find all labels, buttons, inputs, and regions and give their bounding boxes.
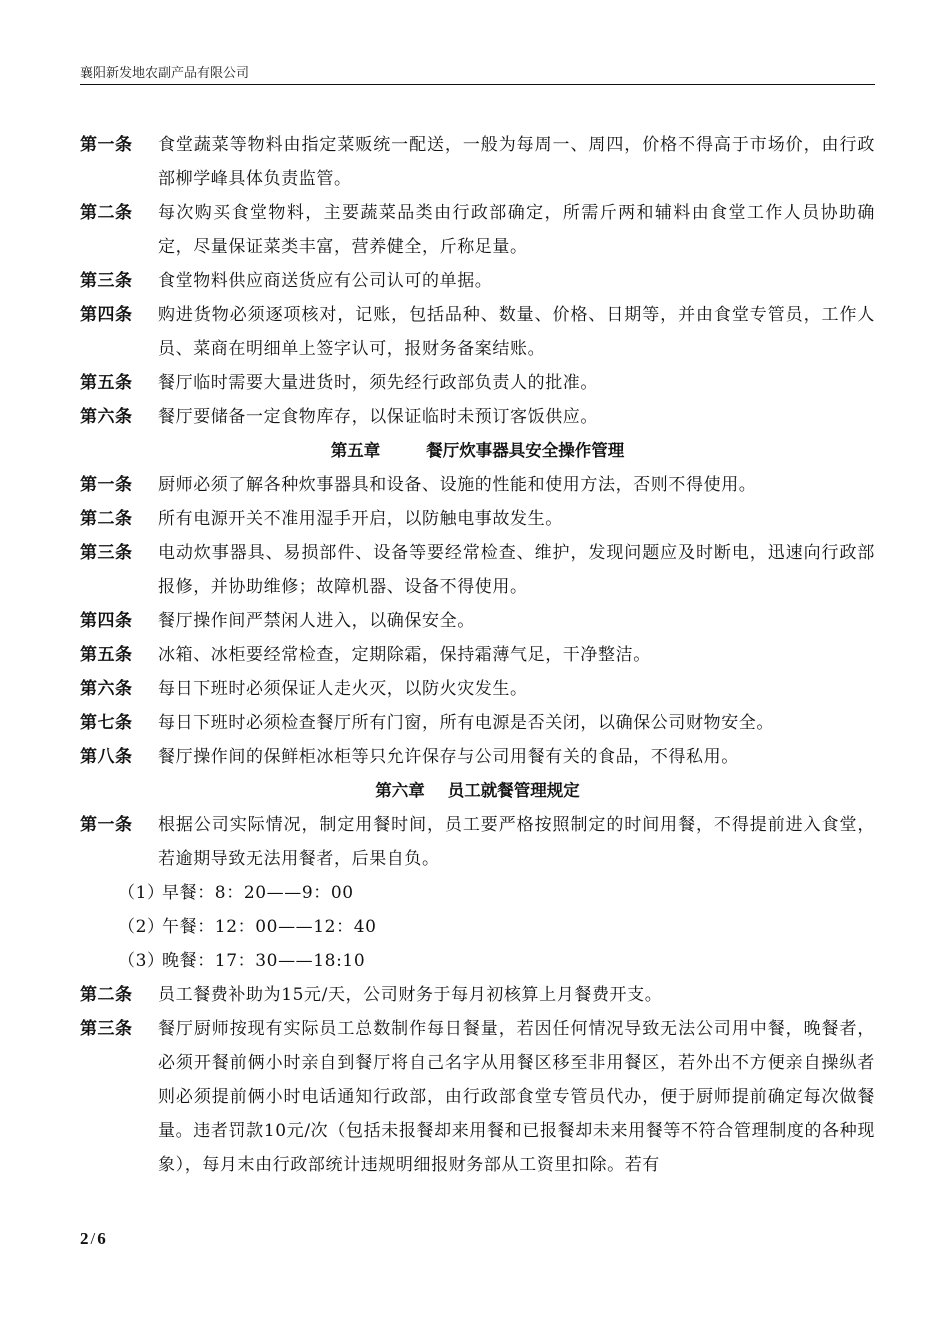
article-item xyxy=(80,978,875,1012)
page-total: 6 xyxy=(97,1229,106,1248)
article-number: 第五条 xyxy=(80,373,133,393)
article-item xyxy=(80,808,875,876)
document-body xyxy=(80,128,875,1182)
article-text: 餐厅操作间严禁闲人进入，以确保安全。 xyxy=(158,611,475,631)
meal-item-text: 晚餐：17：30——18:10 xyxy=(162,951,366,971)
article-number: 第六条 xyxy=(80,679,133,699)
article-text: 所有电源开关不准用湿手开启，以防触电事故发生。 xyxy=(158,509,563,529)
meal-time-item xyxy=(80,910,875,944)
meal-item-text: 早餐：8：20——9：00 xyxy=(162,883,354,903)
article-number: 第二条 xyxy=(80,509,133,529)
article-text: 每次购买食堂物料，主要蔬菜品类由行政部确定，所需斤两和辅料由食堂工作人员协助确定，尽量保证菜类丰富，营养健全，斤称足量。 xyxy=(158,203,875,257)
page-number xyxy=(80,1229,106,1249)
article-number: 第三条 xyxy=(80,271,133,291)
article-item xyxy=(80,502,875,536)
article-text: 厨师必须了解各种炊事器具和设备、设施的性能和使用方法，否则不得使用。 xyxy=(158,475,757,495)
article-item xyxy=(80,740,875,774)
article-number: 第三条 xyxy=(80,1019,133,1039)
article-number: 第六条 xyxy=(80,407,133,427)
article-number: 第五条 xyxy=(80,645,133,665)
article-number: 第二条 xyxy=(80,203,133,223)
article-number: 第四条 xyxy=(80,305,133,325)
article-item xyxy=(80,536,875,604)
page-current: 2 xyxy=(80,1229,89,1248)
article-item xyxy=(80,638,875,672)
header-divider xyxy=(80,84,875,85)
meal-time-item xyxy=(80,944,875,978)
article-item xyxy=(80,1012,875,1182)
article-number: 第一条 xyxy=(80,815,133,835)
meal-item-number: （3） xyxy=(118,951,165,971)
article-text: 餐厅厨师按现有实际员工总数制作每日餐量，若因任何情况导致无法公司用中餐，晚餐者，必须开餐前俩小时亲自到餐厅将自己名字从用餐区移至非用餐区，若外出不方便亲自操纵者则必须提前俩小时电话通知行政部，由行政部食堂专管员代办，便于厨师提前确定每次做餐量。违者罚款10元/次（包括未报餐却来用餐和已报餐却未来用餐等不符合管理制度的各种现象），每月末由行政部统计违规明细报财务部从工资里扣除。若有 xyxy=(158,1019,875,1175)
page-separator: / xyxy=(90,1229,96,1248)
article-text: 餐厅操作间的保鲜柜冰柜等只允许保存与公司用餐有关的食品，不得私用。 xyxy=(158,747,739,767)
article-item xyxy=(80,604,875,638)
meal-item-number: （1） xyxy=(118,883,165,903)
article-text: 购进货物必须逐项核对，记账，包括品种、数量、价格、日期等，并由食堂专管员，工作人员、菜商在明细单上签字认可，报财务备案结账。 xyxy=(158,305,875,359)
article-number: 第七条 xyxy=(80,713,133,733)
article-text: 每日下班时必须保证人走火灭，以防火灾发生。 xyxy=(158,679,528,699)
meal-item-text: 午餐：12：00——12：40 xyxy=(162,917,377,937)
article-item xyxy=(80,468,875,502)
article-item xyxy=(80,672,875,706)
article-item xyxy=(80,400,875,434)
article-item xyxy=(80,196,875,264)
meal-item-number: （2） xyxy=(118,917,165,937)
chapter-heading: 第六章 员工就餐管理规定 xyxy=(375,781,580,800)
article-number: 第一条 xyxy=(80,135,133,155)
article-text: 冰箱、冰柜要经常检查，定期除霜，保持霜薄气足，干净整洁。 xyxy=(158,645,651,665)
page-header-company: 襄阳新发地农副产品有限公司 xyxy=(80,66,250,81)
article-number: 第八条 xyxy=(80,747,133,767)
article-item xyxy=(80,366,875,400)
article-number: 第四条 xyxy=(80,611,133,631)
article-text: 食堂物料供应商送货应有公司认可的单据。 xyxy=(158,271,493,291)
article-text: 餐厅要储备一定食物库存，以保证临时未预订客饭供应。 xyxy=(158,407,598,427)
article-item xyxy=(80,128,875,196)
article-item xyxy=(80,264,875,298)
article-text: 餐厅临时需要大量进货时，须先经行政部负责人的批准。 xyxy=(158,373,598,393)
article-number: 第二条 xyxy=(80,985,133,1005)
article-text: 员工餐费补助为15元/天，公司财务于每月初核算上月餐费开支。 xyxy=(158,985,663,1005)
article-item xyxy=(80,706,875,740)
article-item xyxy=(80,298,875,366)
article-text: 根据公司实际情况，制定用餐时间，员工要严格按照制定的时间用餐，不得提前进入食堂，若逾期导致无法用餐者，后果自负。 xyxy=(158,815,875,869)
article-number: 第三条 xyxy=(80,543,133,563)
chapter-heading: 第五章 餐厅炊事器具安全操作管理 xyxy=(330,441,625,460)
article-text: 食堂蔬菜等物料由指定菜贩统一配送，一般为每周一、周四，价格不得高于市场价，由行政部柳学峰具体负责监管。 xyxy=(158,135,875,189)
article-text: 电动炊事器具、易损部件、设备等要经常检查、维护，发现问题应及时断电，迅速向行政部报修，并协助维修；故障机器、设备不得使用。 xyxy=(158,543,875,597)
meal-time-item xyxy=(80,876,875,910)
article-number: 第一条 xyxy=(80,475,133,495)
article-text: 每日下班时必须检查餐厅所有门窗，所有电源是否关闭，以确保公司财物安全。 xyxy=(158,713,774,733)
